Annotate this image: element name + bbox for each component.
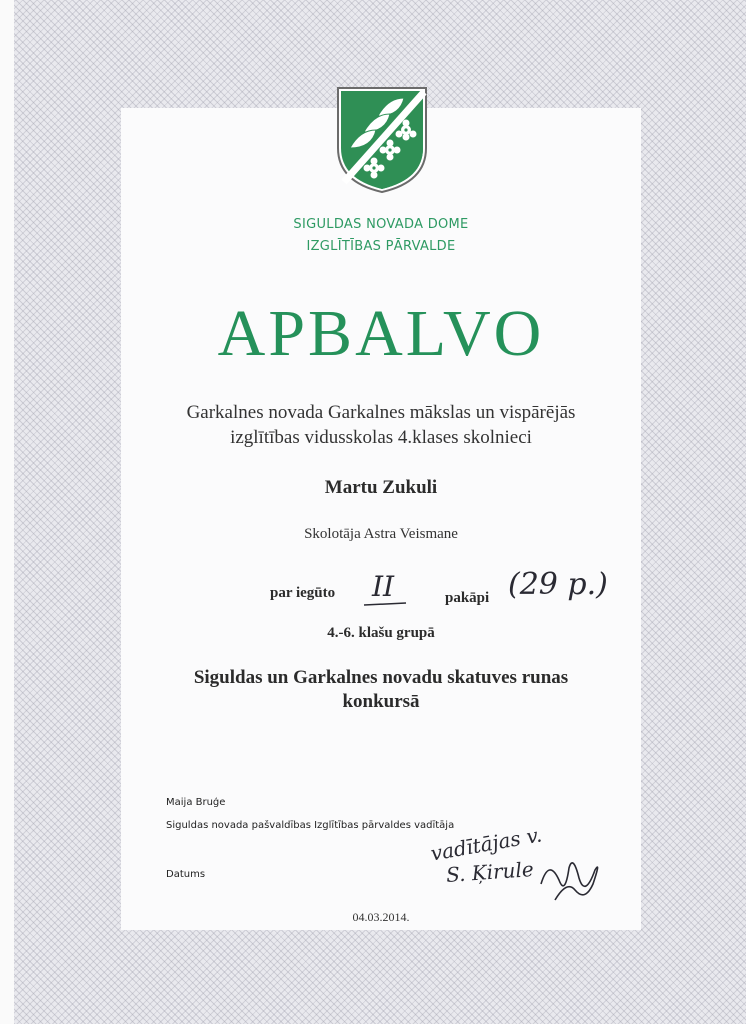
date-value: 04.03.2014. [352,910,410,924]
group-label: 4.-6. klašu grupā [327,625,435,641]
signer-name: Maija Bruģe [166,797,226,808]
date-label: Datums [166,869,206,880]
org-name-line1: SIGULDAS NOVADA DOME [293,217,469,232]
handwritten-signer: S. Ķirule [445,856,535,888]
intro-line2: izglītības vidusskolas 4.klases skolnieci [230,427,532,448]
org-name-line2: IZGLĪTĪBAS PĀRVALDE [306,239,456,254]
teacher-name: Skolotāja Astra Veismane [304,526,458,542]
sigulda-coat-of-arms [336,86,428,194]
intro-line1: Garkalnes novada Garkalnes mākslas un vispārējās [186,402,576,423]
signature-scribble [535,850,605,906]
degree-label: pakāpi [445,590,490,606]
certificate-title: APBALVO [217,297,545,370]
points-handwritten: (29 p.) [508,567,608,602]
contest-line1: Siguldas un Garkalnes novadu skatuves runas [193,667,569,688]
recipient-name: Martu Zukuli [324,477,438,498]
degree-underline [362,600,408,608]
for-label: par iegūto [270,585,336,601]
degree-handwritten: II [372,570,395,603]
signer-title: Siguldas novada pašvaldības Izglītības pārvaldes vadītāja [166,820,455,831]
handwritten-note: vadītājas v. [428,822,544,866]
contest-line2: konkursā [342,691,420,712]
scan-edge [0,0,15,1024]
